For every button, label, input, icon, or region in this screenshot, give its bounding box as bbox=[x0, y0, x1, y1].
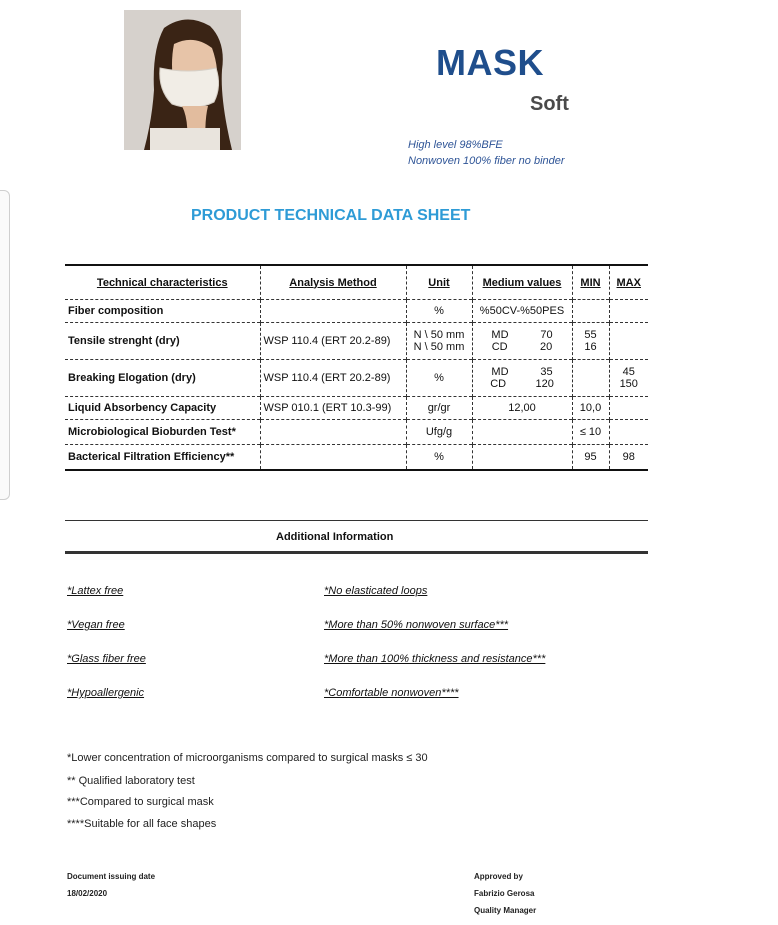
row-method: WSP 110.4 (ERT 20.2-89) bbox=[260, 323, 406, 360]
feature-left-2: *Vegan free bbox=[67, 619, 125, 631]
md-label: MD bbox=[491, 366, 509, 378]
row-method bbox=[260, 445, 406, 471]
row-unit: Ufg/g bbox=[406, 420, 472, 445]
row-unit: % bbox=[406, 360, 472, 397]
row-min bbox=[572, 323, 609, 360]
unit-cd: N \ 50 mm bbox=[413, 341, 465, 353]
row-max bbox=[609, 323, 648, 360]
feature-right-2: *More than 50% nonwoven surface*** bbox=[324, 619, 509, 631]
row-unit: % bbox=[406, 300, 472, 323]
row-unit bbox=[406, 323, 472, 360]
col-header-medium: Medium values bbox=[472, 265, 572, 300]
min-md: 55 bbox=[584, 329, 597, 341]
window-edge bbox=[0, 190, 10, 500]
col-header-unit: Unit bbox=[406, 265, 472, 300]
feature-right-3: *More than 100% thickness and resistance*** bbox=[324, 653, 546, 665]
cd-value: 20 bbox=[540, 341, 553, 353]
row-min: ≤ 10 bbox=[572, 420, 609, 445]
row-name: Liquid Absorbency Capacity bbox=[65, 397, 260, 420]
col-header-min: MIN bbox=[572, 265, 609, 300]
issue-date: 18/02/2020 bbox=[67, 889, 108, 898]
divider-bottom bbox=[65, 551, 648, 554]
row-max: 98 bbox=[622, 451, 635, 463]
table-row bbox=[65, 397, 648, 420]
feature-left-4: *Hypoallergenic bbox=[67, 687, 145, 699]
md-label: MD bbox=[491, 329, 509, 341]
row-medium bbox=[472, 323, 572, 360]
row-medium bbox=[472, 420, 572, 445]
row-max bbox=[609, 397, 648, 420]
unit-md: N \ 50 mm bbox=[413, 329, 465, 341]
issue-date-label: Document issuing date bbox=[67, 872, 156, 881]
row-name: Microbiological Bioburden Test* bbox=[65, 420, 260, 445]
tagline-nonwoven: Nonwoven 100% fiber no binder bbox=[408, 155, 565, 167]
footnote-3: ***Compared to surgical mask bbox=[67, 796, 214, 808]
row-unit: % bbox=[406, 445, 472, 471]
approver-role: Quality Manager bbox=[474, 906, 537, 915]
additional-info-title: Additional Information bbox=[276, 531, 394, 543]
product-variant: Soft bbox=[530, 93, 569, 115]
spec-header-row bbox=[65, 265, 648, 300]
table-row bbox=[65, 445, 648, 471]
row-min bbox=[572, 360, 609, 397]
col-header-method: Analysis Method bbox=[260, 265, 406, 300]
col-header-max: MAX bbox=[616, 276, 641, 289]
table-row bbox=[65, 420, 648, 445]
row-name: Fiber composition bbox=[65, 300, 260, 323]
row-method: WSP 110.4 (ERT 20.2-89) bbox=[260, 360, 406, 397]
row-max bbox=[609, 300, 648, 323]
max-cd: 150 bbox=[619, 378, 638, 390]
row-medium bbox=[472, 445, 572, 471]
cd-label: CD bbox=[491, 341, 508, 353]
table-row bbox=[65, 323, 648, 360]
row-min: 95 bbox=[572, 445, 609, 471]
approver-name: Fabrizio Gerosa bbox=[474, 889, 535, 898]
footnote-2: ** Qualified laboratory test bbox=[67, 775, 195, 787]
feature-right-1: *No elasticated loops bbox=[324, 585, 428, 597]
row-name: Tensile strenght (dry) bbox=[65, 323, 260, 360]
row-max bbox=[609, 420, 648, 445]
md-value: 35 bbox=[540, 366, 553, 378]
spec-table bbox=[65, 264, 648, 471]
row-max bbox=[609, 360, 648, 397]
row-min: 10,0 bbox=[572, 397, 609, 420]
md-value: 70 bbox=[540, 329, 553, 341]
tagline-bfe: High level 98%BFE bbox=[408, 139, 503, 151]
row-name: Bacterical Filtration Efficiency** bbox=[65, 445, 260, 471]
cd-label: CD bbox=[490, 378, 507, 390]
product-title: MASK bbox=[436, 42, 544, 83]
divider-top bbox=[65, 520, 648, 521]
row-unit: gr/gr bbox=[406, 397, 472, 420]
row-method bbox=[260, 300, 406, 323]
approved-label: Approved by bbox=[474, 872, 523, 881]
footnote-4: ****Suitable for all face shapes bbox=[67, 818, 217, 830]
product-photo bbox=[124, 10, 241, 150]
row-medium bbox=[472, 360, 572, 397]
feature-left-1: *Lattex free bbox=[67, 585, 124, 597]
table-row bbox=[65, 300, 648, 323]
col-header-characteristics: Technical characteristics bbox=[65, 265, 260, 300]
sheet-title: PRODUCT TECHNICAL DATA SHEET bbox=[191, 207, 471, 224]
cd-value: 120 bbox=[535, 378, 554, 390]
feature-left-3: *Glass fiber free bbox=[67, 653, 146, 665]
row-name: Breaking Elogation (dry) bbox=[65, 360, 260, 397]
row-medium: %50CV-%50PES bbox=[472, 300, 572, 323]
feature-right-4: *Comfortable nonwoven**** bbox=[324, 687, 459, 699]
row-min bbox=[572, 300, 609, 323]
row-medium: 12,00 bbox=[472, 397, 572, 420]
row-method bbox=[260, 420, 406, 445]
max-md: 45 bbox=[622, 366, 635, 378]
min-cd: 16 bbox=[584, 341, 597, 353]
footnote-1: *Lower concentration of microorganisms compared to surgical masks ≤ 30 bbox=[67, 752, 428, 764]
table-row bbox=[65, 360, 648, 397]
row-method: WSP 010.1 (ERT 10.3-99) bbox=[260, 397, 406, 420]
